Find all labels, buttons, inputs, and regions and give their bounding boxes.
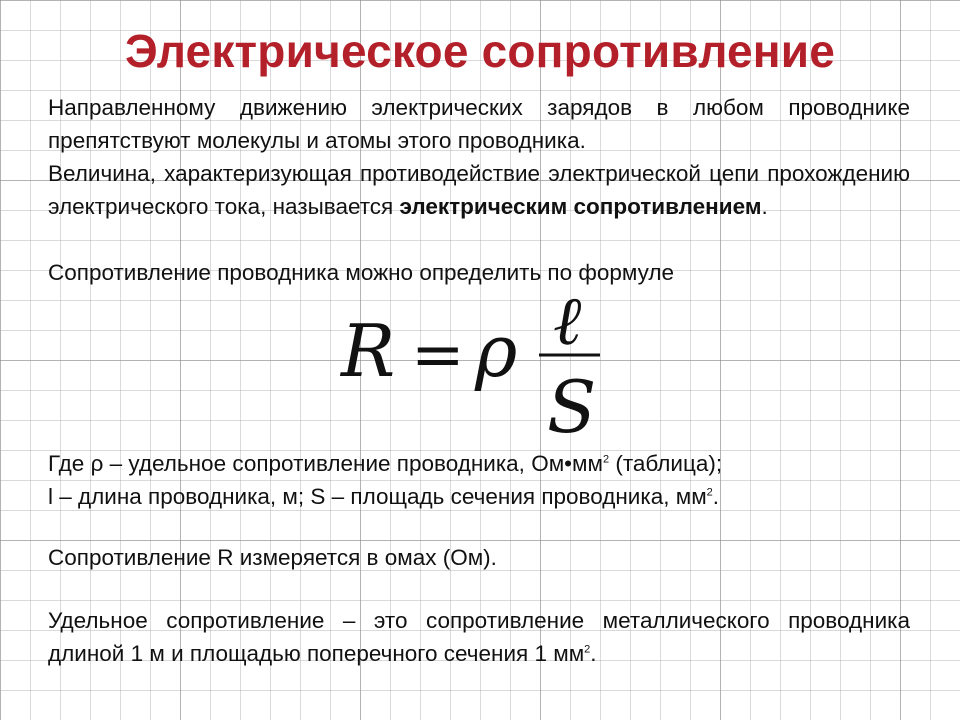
legend-length-text: l – длина проводника, м; S – площадь сечения проводника, мм bbox=[48, 484, 707, 509]
formula-denominator-s: S bbox=[547, 365, 597, 449]
legend-rho-text: Где ρ – удельное сопротивление проводника, Ом•мм bbox=[48, 451, 603, 476]
resistivity-definition bbox=[48, 604, 910, 670]
formula-r: R bbox=[341, 309, 396, 393]
formula-legend bbox=[48, 447, 910, 513]
paragraph-definition bbox=[48, 157, 910, 223]
legend-rho-sup: 2 bbox=[602, 453, 610, 466]
slide-title: Электрическое сопротивление bbox=[124, 25, 836, 77]
resistance-formula bbox=[335, 282, 635, 449]
resistivity-definition-sup: 2 bbox=[584, 643, 591, 656]
formula-rho: ρ bbox=[475, 309, 518, 393]
resistivity-definition-text: Удельное сопротивление – это сопротивление металлического проводника длиной 1 м и площадью поперечного сечения 1 мм bbox=[48, 608, 910, 666]
resistivity-definition-end: . bbox=[590, 641, 597, 666]
legend-rho-end: (таблица); bbox=[609, 451, 723, 476]
paragraph-definition-text: Величина, характеризующая противодействие электрической цепи прохождению электрического тока, называется bbox=[48, 161, 910, 219]
paragraph-formula-intro: Сопротивление проводника можно определить по формуле bbox=[48, 260, 675, 285]
formula-equals: = bbox=[411, 318, 465, 392]
units-statement: Сопротивление R измеряется в омах (Ом). bbox=[48, 545, 497, 570]
paragraph-intro: Направленному движению электрических зарядов в любом проводнике препятствуют молекулы и атомы этого проводника. bbox=[48, 95, 910, 153]
legend-length-end: . bbox=[712, 484, 720, 509]
paragraph-definition-end: . bbox=[761, 194, 768, 219]
formula-svg bbox=[335, 282, 635, 449]
term-electrical-resistance: электрическим сопротивлением bbox=[399, 194, 762, 219]
legend-length-sup: 2 bbox=[706, 486, 713, 499]
formula-numerator-l: ℓ bbox=[553, 282, 582, 361]
